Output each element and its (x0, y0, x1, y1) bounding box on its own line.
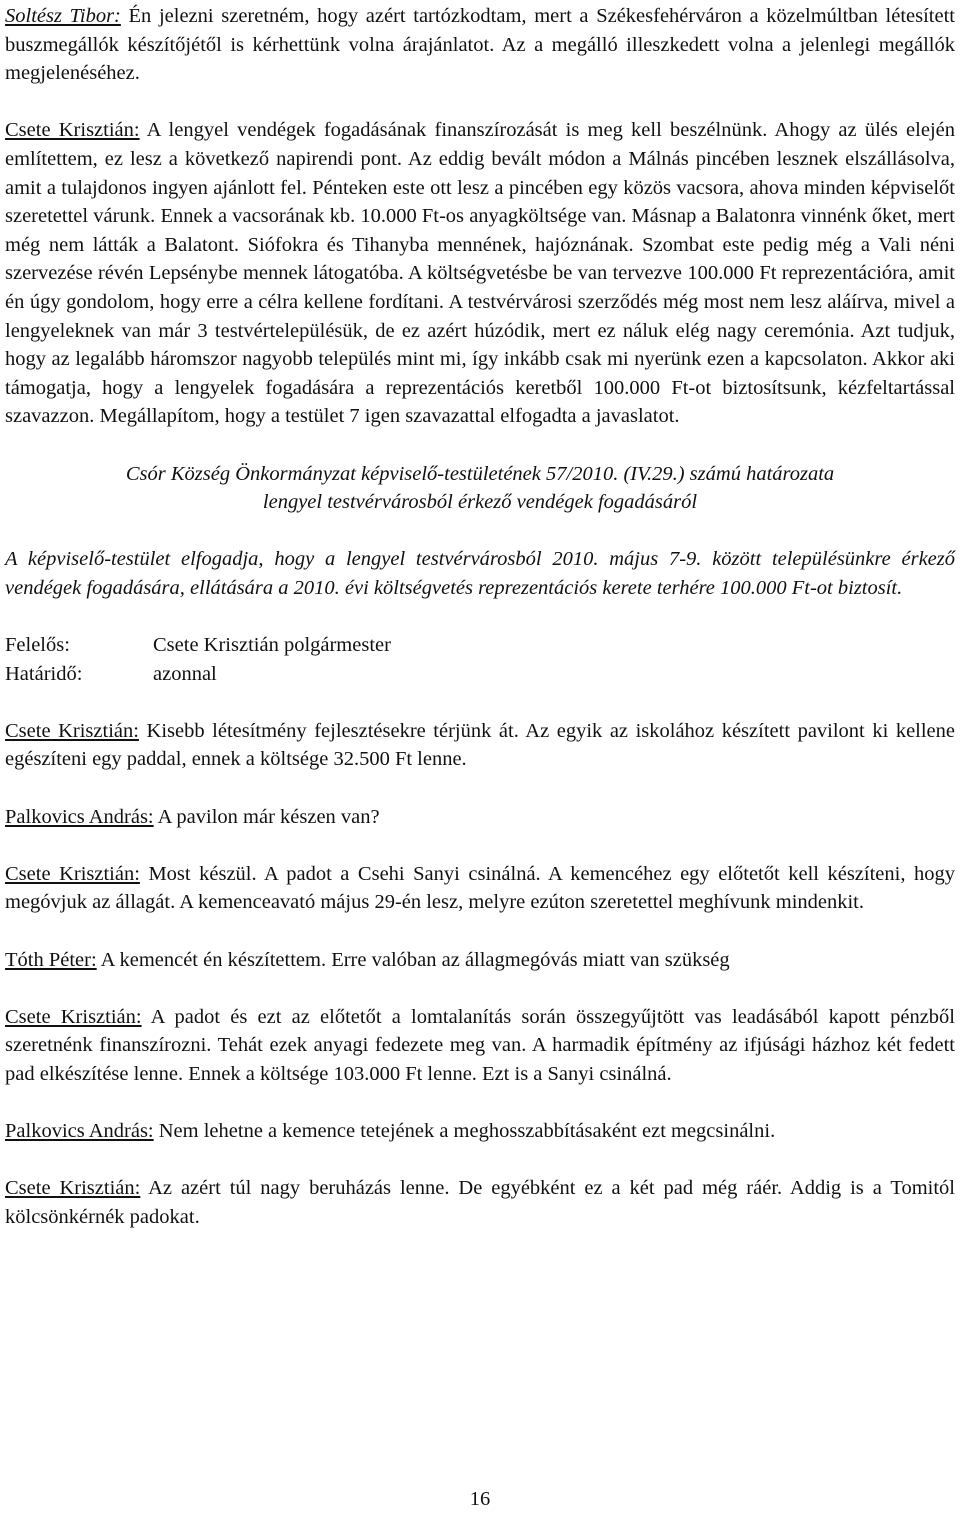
resolution-block (5, 460, 955, 689)
responsible-label: Felelős: (5, 634, 70, 657)
resolution-title-line-1: Csór Község Önkormányzat képviselő-testületének 57/2010. (IV.29.) számú határozata (125, 462, 835, 485)
paragraph-text: Nem lehetne a kemence tetejének a meghosszabbításaként ezt megcsinálni. (153, 1120, 776, 1143)
speaker-name: Soltész Tibor: (5, 5, 121, 27)
paragraph-text: Kisebb létesítmény fejlesztésekre térjünk át. Az egyik az iskolához készített pavilont ki kellene egészíteni egy paddal, ennek a költsége 32.500 Ft lenne. (5, 719, 956, 771)
paragraph-csete-1 (5, 116, 955, 431)
paragraph-text: Az azért túl nagy beruházás lenne. De egyébként ez a két pad még ráér. Addig is a Tomitól kölcsönkérnék padokat. (5, 1177, 956, 1228)
deadline-row (5, 660, 955, 689)
speaker-name: Csete Krisztián: (5, 862, 140, 885)
speaker-name: Csete Krisztián: (5, 1005, 142, 1028)
responsible-row (5, 631, 955, 660)
paragraph-text: A kemencét én készítettem. Erre valóban az állagmegóvás miatt van szükség (96, 948, 730, 971)
speaker-name: Palkovics András: (5, 1120, 154, 1143)
dialogue-paragraph (5, 946, 955, 975)
deadline-value: azonnal (153, 662, 217, 685)
speaker-name: Palkovics András: (5, 805, 154, 828)
page-number: 16 (469, 1488, 491, 1510)
resolution-title (5, 460, 955, 517)
dialogue-paragraph (5, 860, 955, 917)
resolution-body: A képviselő-testület elfogadja, hogy a lengyel testvérvárosból 2010. május 7-9. között településünkre érkező vendégek fogadására, ellátására a 2010. évi költségvetés reprezentációs kerete terhére 100.000 Ft-ot biztosít. (5, 548, 955, 599)
resolution-responsibility (5, 631, 955, 688)
paragraph-text: A padot és ezt az előtetőt a lomtalanítás során összegyűjtött vas leadásából kapott pénzből szeretnénk finanszírozni. Tehát ezek anyagi fedezete meg van. A harmadik építmény az ifjúsági házhoz két fedett pad elkészítése lenne. Ennek a költsége 103.000 Ft lenne. Ezt is a Sanyi csinálná. (5, 1005, 955, 1085)
paragraph-soltesz (5, 2, 955, 88)
document-page (5, 2, 955, 1260)
speaker-name: Tóth Péter: (5, 948, 97, 971)
paragraph-text: Most készül. A padot a Csehi Sanyi csinálná. A kemencéhez egy előtetőt kell készíteni, hogy megóvjuk az állagát. A kemenceavató május 29-én lesz, melyre ezúton szeretettel meghívunk mindenkit. (5, 862, 955, 914)
responsible-value: Csete Krisztián polgármester (153, 634, 391, 657)
speaker-name: Csete Krisztián: (5, 119, 140, 142)
paragraph-text: Én jelezni szeretném, hogy azért tartózkodtam, mert a Székesfehérváron a közelmúltban létesített buszmegállók készítőjétől is kérhettünk volna árajánlatot. Az a megálló illeszkedett volna a jelenlegi megállók megjelenéséhez. (5, 5, 955, 85)
speaker-name: Csete Krisztián: (5, 719, 139, 742)
dialogue-paragraph (5, 803, 955, 832)
speaker-name: Csete Krisztián: (5, 1177, 141, 1200)
deadline-label: Határidő: (5, 662, 83, 685)
dialogue-paragraph (5, 1117, 955, 1146)
resolution-title-line-2: lengyel testvérvárosból érkező vendégek fogadásáról (262, 491, 698, 514)
paragraph-text: A lengyel vendégek fogadásának finanszírozását is meg kell beszélnünk. Ahogy az ülés elején említettem, ez lesz a következő napirendi pont. Az eddig bevált módon a Málnás pincében lesznek elszállásolva, amit a tulajdonos ingyen ajánlott fel. Pénteken este ott lesz a pincében egy közös vacsora, ahova minden képviselőt szeretettel várunk. Ennek a vacsorának kb. 10.000 Ft-os anyagköltsége van. Másnap a Balatonra vinnénk őket, mert még nem látták a Balatont. Siófokra és Tihanyba mennének, hajóznának. Szombat este pedig még a Vali néni szervezése révén Lepsénybe mennek látogatóba. A költségvetésbe be van tervezve 100.000 Ft reprezentációra, amit én úgy gondolom, hogy erre a célra kellene fordítani. A testvérvárosi szerződés még most nem lesz aláírva, mivel a lengyeleknek van már 3 testvértelepülésük, de ez azért húzódik, mert ez náluk elég nagy ceremónia. Azt tudjuk, hogy az legalább háromszor nagyobb település mint mi, így inkább csak mi nyerünk ezen a kapcsolaton. Akkor aki támogatja, hogy a lengyelek fogadására a reprezentációs keretből 100.000 Ft-ot biztosítsunk, kézfeltartással szavazzon. Megállapítom, hogy a testület 7 igen szavazattal elfogadta a javaslatot. (5, 119, 955, 428)
paragraph-text: A pavilon már készen van? (153, 805, 380, 828)
dialogue-paragraph (5, 1003, 955, 1089)
dialogue-paragraph (5, 1174, 955, 1231)
dialogue-paragraph (5, 717, 955, 774)
